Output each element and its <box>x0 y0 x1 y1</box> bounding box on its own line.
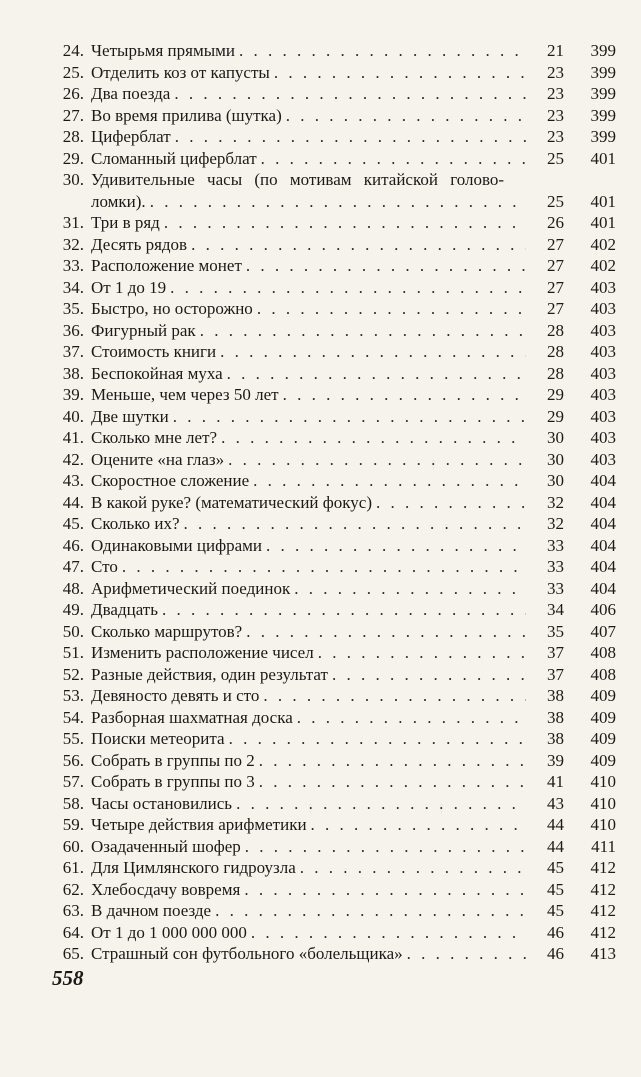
entry-number: 43. <box>62 471 84 490</box>
toc-entry <box>48 642 616 664</box>
entry-number: 26. <box>62 84 84 103</box>
entry-title: Две шутки <box>91 406 169 426</box>
problem-page: 25 <box>547 148 564 168</box>
problem-page: 44 <box>547 836 564 856</box>
entry-title-continued: ломки). <box>91 191 146 211</box>
toc-entry <box>48 836 616 858</box>
entry-title: Четырьмя прямыми <box>91 41 235 60</box>
problem-page: 45 <box>547 858 564 877</box>
entry-title: Беспокойная муха <box>91 363 223 383</box>
problem-page: 23 <box>547 62 564 82</box>
dot-leader <box>150 191 526 213</box>
entry-title: Двадцать <box>91 600 158 619</box>
entry-title: От 1 до 19 <box>91 277 167 297</box>
toc-entry <box>48 62 616 84</box>
entry-number: 31. <box>62 213 84 232</box>
answer-page: 410 <box>590 815 616 834</box>
answer-page: 403 <box>590 299 616 318</box>
entry-number: 29. <box>62 148 84 168</box>
answer-page: 409 <box>590 729 616 748</box>
answer-page: 409 <box>590 750 616 770</box>
entry-title: Девяносто девять и сто <box>91 686 260 705</box>
problem-page: 37 <box>547 664 564 684</box>
problem-page: 34 <box>547 600 564 619</box>
problem-page: 38 <box>547 729 564 748</box>
entry-title: Оцените «на глаз» <box>91 449 225 469</box>
dot-leader <box>259 750 526 772</box>
dot-leader <box>253 470 526 492</box>
problem-page: 46 <box>547 922 564 942</box>
entry-number: 46. <box>62 535 84 555</box>
problem-page: 30 <box>547 471 564 490</box>
toc-entry <box>48 621 616 643</box>
answer-page: 404 <box>590 578 616 598</box>
toc-entry <box>48 814 616 836</box>
problem-page: 28 <box>547 342 564 361</box>
entry-title: В какой руке? (математический фокус) <box>91 492 372 512</box>
entry-number: 27. <box>62 105 84 125</box>
entry-number: 39. <box>62 385 84 404</box>
toc-entry <box>48 771 616 793</box>
toc-entry <box>48 599 616 621</box>
entry-number: 24. <box>62 41 84 60</box>
answer-page: 408 <box>590 643 616 662</box>
dot-leader <box>257 298 526 320</box>
entry-number: 37. <box>62 342 84 361</box>
dot-leader <box>407 943 526 965</box>
toc-entry <box>48 255 616 277</box>
toc-entry <box>48 277 616 299</box>
entry-title: Стоимость книги <box>91 342 217 361</box>
toc-entry <box>48 750 616 772</box>
answer-page: 410 <box>590 772 616 791</box>
dot-leader <box>251 922 526 944</box>
entry-number: 54. <box>62 707 84 727</box>
dot-leader <box>246 255 526 277</box>
toc-entry <box>48 169 616 191</box>
toc-entry <box>48 384 616 406</box>
entry-title: Собрать в группы по 2 <box>91 750 255 770</box>
problem-page: 30 <box>547 428 564 447</box>
answer-page: 410 <box>590 793 616 813</box>
entry-number: 33. <box>62 256 84 275</box>
dot-leader <box>259 771 526 793</box>
problem-page: 27 <box>547 277 564 297</box>
dot-leader <box>332 664 526 686</box>
problem-page: 32 <box>547 492 564 512</box>
entry-title: Расположение монет <box>91 256 242 275</box>
answer-page: 404 <box>590 557 616 576</box>
toc-entry <box>48 406 616 428</box>
answer-page: 403 <box>590 363 616 383</box>
entry-number: 45. <box>62 514 84 533</box>
toc-entry <box>48 664 616 686</box>
answer-page: 407 <box>590 621 616 641</box>
entry-title: Часы остановились <box>91 793 233 813</box>
dot-leader <box>122 556 526 578</box>
answer-page: 408 <box>590 664 616 684</box>
answer-page: 399 <box>590 41 616 60</box>
entry-title: Озадаченный шофер <box>91 836 241 856</box>
entry-number: 53. <box>62 686 84 705</box>
entry-number: 38. <box>62 363 84 383</box>
dot-leader <box>200 320 526 342</box>
entry-title: Три в ряд <box>91 213 160 232</box>
entry-title: Сколько маршрутов? <box>91 621 243 641</box>
dot-leader <box>227 363 526 385</box>
dot-leader <box>175 126 526 148</box>
entry-title: Для Цимлянского гидроузла <box>91 858 296 877</box>
toc-entry-continuation <box>48 191 616 213</box>
dot-leader <box>311 814 526 836</box>
entry-number: 36. <box>62 320 84 340</box>
answer-page: 409 <box>590 707 616 727</box>
answer-page: 403 <box>590 320 616 340</box>
page-number: 558 <box>52 966 84 990</box>
entry-title: Сломанный циферблат <box>91 148 257 168</box>
dot-leader <box>215 900 526 922</box>
answer-page: 413 <box>590 944 616 963</box>
entry-number: 64. <box>62 922 84 942</box>
entry-number: 65. <box>62 944 84 963</box>
entry-title: Арифметический поединок <box>91 578 291 598</box>
entry-number: 28. <box>62 127 84 146</box>
problem-page: 23 <box>547 127 564 146</box>
toc-entry <box>48 900 616 922</box>
dot-leader <box>236 793 526 815</box>
entry-title: Во время прилива (шутка) <box>91 105 282 125</box>
answer-page: 404 <box>590 471 616 490</box>
entry-title: Изменить расположение чисел <box>91 643 314 662</box>
dot-leader <box>164 212 526 234</box>
dot-leader <box>274 62 526 84</box>
entry-title: Два поезда <box>91 84 171 103</box>
entry-title: Четыре действия арифметики <box>91 815 307 834</box>
entry-number: 44. <box>62 492 84 512</box>
dot-leader <box>174 83 526 105</box>
problem-page: 25 <box>547 191 564 211</box>
toc-entry <box>48 40 616 62</box>
problem-page: 46 <box>547 944 564 963</box>
toc-entry <box>48 363 616 385</box>
problem-page: 33 <box>547 578 564 598</box>
entry-number: 51. <box>62 643 84 662</box>
problem-page: 45 <box>547 901 564 920</box>
toc-entry <box>48 212 616 234</box>
answer-page: 403 <box>590 277 616 297</box>
toc-entry <box>48 470 616 492</box>
dot-leader <box>286 105 526 127</box>
answer-page: 399 <box>590 84 616 103</box>
dot-leader <box>173 406 526 428</box>
answer-page: 403 <box>590 342 616 361</box>
entry-title: Сколько их? <box>91 514 180 533</box>
dot-leader <box>266 535 526 557</box>
answer-page: 399 <box>590 127 616 146</box>
answer-page: 401 <box>590 213 616 232</box>
problem-page: 44 <box>547 815 564 834</box>
entry-title: Скоростное сложение <box>91 471 250 490</box>
problem-page: 23 <box>547 105 564 125</box>
problem-page: 28 <box>547 363 564 383</box>
answer-page: 411 <box>591 836 616 856</box>
toc-entry <box>48 793 616 815</box>
answer-page: 399 <box>590 105 616 125</box>
answer-page: 409 <box>590 686 616 705</box>
problem-page: 29 <box>547 406 564 426</box>
entry-title: Меньше, чем через 50 лет <box>91 385 279 404</box>
problem-page: 41 <box>547 772 564 791</box>
entry-number: 30. <box>62 170 84 189</box>
entry-number: 50. <box>62 621 84 641</box>
toc-entry <box>48 341 616 363</box>
toc-entry <box>48 556 616 578</box>
dot-leader <box>294 578 526 600</box>
answer-page: 412 <box>590 858 616 877</box>
entry-number: 52. <box>62 664 84 684</box>
problem-page: 38 <box>547 686 564 705</box>
problem-page: 21 <box>547 41 564 60</box>
answer-page: 399 <box>590 62 616 82</box>
entry-number: 34. <box>62 277 84 297</box>
dot-leader <box>184 513 526 535</box>
problem-page: 38 <box>547 707 564 727</box>
answer-page: 403 <box>590 385 616 404</box>
toc-entry <box>48 105 616 127</box>
entry-title: Фигурный рак <box>91 320 196 340</box>
entry-number: 40. <box>62 406 84 426</box>
answer-page: 406 <box>590 600 616 619</box>
problem-page: 27 <box>547 256 564 275</box>
problem-page: 43 <box>547 793 564 813</box>
dot-leader <box>376 492 526 514</box>
entry-number: 48. <box>62 578 84 598</box>
entry-number: 58. <box>62 793 84 813</box>
entry-title: Разные действия, один результат <box>91 664 328 684</box>
answer-page: 403 <box>590 406 616 426</box>
problem-page: 35 <box>547 621 564 641</box>
problem-page: 27 <box>547 234 564 254</box>
problem-page: 23 <box>547 84 564 103</box>
toc-entry <box>48 879 616 901</box>
entry-title: Хлебосдачу вовремя <box>91 879 241 899</box>
problem-page: 45 <box>547 879 564 899</box>
entry-title: От 1 до 1 000 000 000 <box>91 922 247 942</box>
entry-title: Собрать в группы по 3 <box>91 772 255 791</box>
toc-entry <box>48 685 616 707</box>
problem-page: 28 <box>547 320 564 340</box>
dot-leader <box>297 707 526 729</box>
toc-entry <box>48 707 616 729</box>
toc-entry <box>48 578 616 600</box>
dot-leader <box>229 728 526 750</box>
dot-leader <box>263 685 526 707</box>
dot-leader <box>220 341 526 363</box>
entry-number: 63. <box>62 901 84 920</box>
toc-entry <box>48 535 616 557</box>
dot-leader <box>261 148 526 170</box>
answer-page: 403 <box>590 449 616 469</box>
toc-entry <box>48 922 616 944</box>
entry-title: Быстро, но осторожно <box>91 299 253 318</box>
toc-entry <box>48 427 616 449</box>
dot-leader <box>162 599 526 621</box>
answer-page: 402 <box>590 234 616 254</box>
entry-number: 55. <box>62 729 84 748</box>
problem-page: 30 <box>547 449 564 469</box>
entry-number: 47. <box>62 557 84 576</box>
entry-title: Циферблат <box>91 127 171 146</box>
entry-number: 60. <box>62 836 84 856</box>
answer-page: 404 <box>590 535 616 555</box>
toc-entry <box>48 513 616 535</box>
problem-page: 27 <box>547 299 564 318</box>
entry-number: 59. <box>62 815 84 834</box>
entry-title: Удивительные часы (по мотивам китайской голово- <box>91 170 505 189</box>
toc-entry <box>48 234 616 256</box>
toc-entry <box>48 83 616 105</box>
entry-title: Сто <box>91 557 118 576</box>
entry-number: 42. <box>62 449 84 469</box>
entry-number: 61. <box>62 858 84 877</box>
entry-title: Одинаковыми цифрами <box>91 535 263 555</box>
toc-entry <box>48 492 616 514</box>
toc-entry <box>48 857 616 879</box>
entry-number: 56. <box>62 750 84 770</box>
entry-number: 62. <box>62 879 84 899</box>
entry-number: 25. <box>62 62 84 82</box>
answer-page: 404 <box>590 514 616 533</box>
dot-leader <box>318 642 526 664</box>
entry-title: Десять рядов <box>91 234 188 254</box>
entry-number: 49. <box>62 600 84 619</box>
entry-title: Поиски метеорита <box>91 729 225 748</box>
dot-leader <box>191 234 526 256</box>
answer-page: 402 <box>590 256 616 275</box>
answer-page: 412 <box>590 922 616 942</box>
toc-entry <box>48 148 616 170</box>
toc-entry <box>48 728 616 750</box>
entry-title: Сколько мне лет? <box>91 428 218 447</box>
problem-page: 37 <box>547 643 564 662</box>
entry-number: 35. <box>62 299 84 318</box>
dot-leader <box>245 836 526 858</box>
dot-leader <box>239 40 526 62</box>
toc-entry <box>48 298 616 320</box>
entry-title: В дачном поезде <box>91 901 212 920</box>
answer-page: 403 <box>590 428 616 447</box>
problem-page: 33 <box>547 557 564 576</box>
answer-page: 401 <box>590 148 616 168</box>
toc-entry <box>48 126 616 148</box>
dot-leader <box>300 857 526 879</box>
entry-number: 41. <box>62 428 84 447</box>
toc-entry <box>48 943 616 965</box>
toc-entry <box>48 320 616 342</box>
table-of-contents <box>48 40 616 965</box>
entry-title: Отделить коз от капусты <box>91 62 270 82</box>
entry-title: Страшный сон футбольного «болельщика» <box>91 944 403 963</box>
answer-page: 401 <box>590 191 616 211</box>
entry-number: 32. <box>62 234 84 254</box>
dot-leader <box>228 449 526 471</box>
problem-page: 32 <box>547 514 564 533</box>
answer-page: 412 <box>590 879 616 899</box>
problem-page: 26 <box>547 213 564 232</box>
answer-page: 404 <box>590 492 616 512</box>
dot-leader <box>246 621 526 643</box>
dot-leader <box>170 277 526 299</box>
problem-page: 29 <box>547 385 564 404</box>
entry-title: Разборная шахматная доска <box>91 707 293 727</box>
entry-number: 57. <box>62 772 84 791</box>
dot-leader <box>221 427 526 449</box>
dot-leader <box>283 384 526 406</box>
dot-leader <box>244 879 526 901</box>
problem-page: 33 <box>547 535 564 555</box>
toc-entry <box>48 449 616 471</box>
answer-page: 412 <box>590 901 616 920</box>
problem-page: 39 <box>547 750 564 770</box>
